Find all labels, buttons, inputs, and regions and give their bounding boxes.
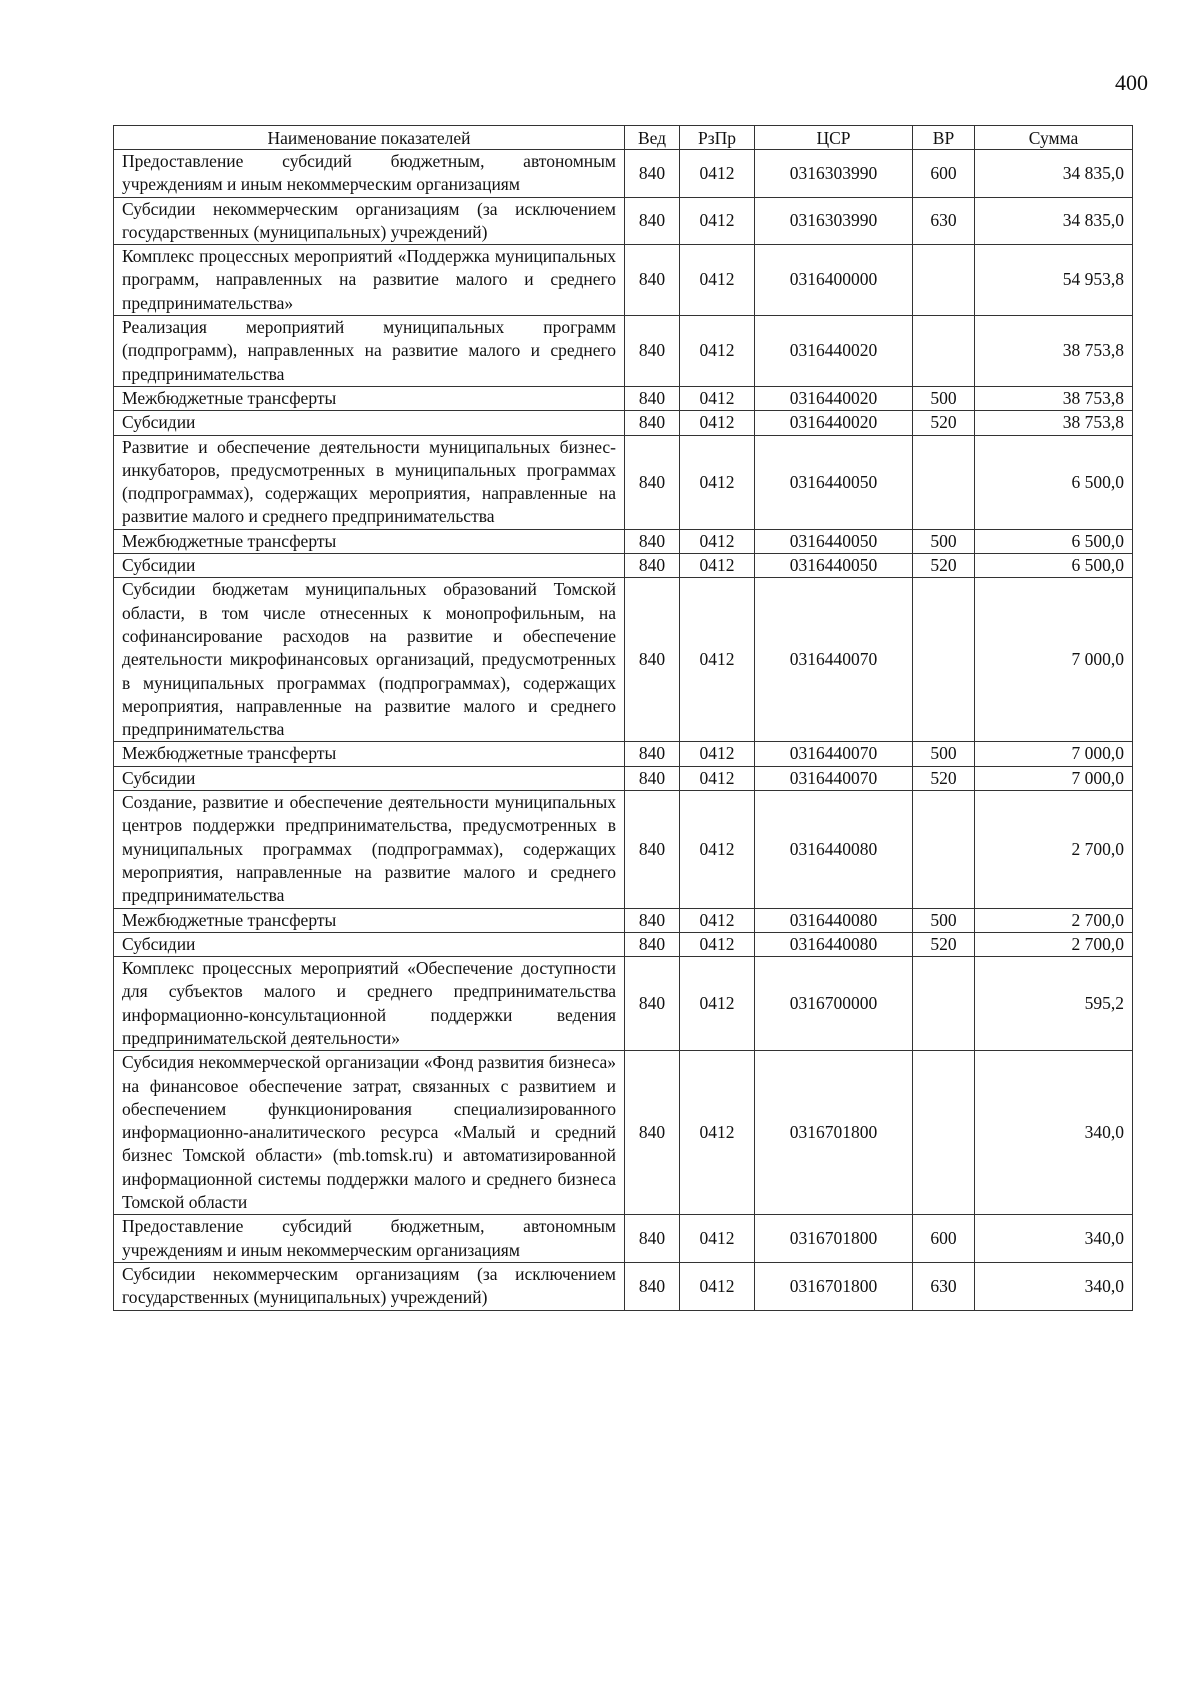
cell-vr xyxy=(913,791,975,908)
cell-rzpr: 0412 xyxy=(680,578,755,742)
header-vr: ВР xyxy=(913,126,975,150)
cell-csr: 0316440080 xyxy=(755,932,913,956)
cell-sum: 34 835,0 xyxy=(975,150,1133,198)
cell-csr: 0316440080 xyxy=(755,791,913,908)
cell-rzpr: 0412 xyxy=(680,1051,755,1215)
cell-name: Субсидии xyxy=(114,766,625,790)
cell-ved: 840 xyxy=(625,529,680,553)
cell-csr: 0316440050 xyxy=(755,554,913,578)
cell-ved: 840 xyxy=(625,766,680,790)
table-row xyxy=(114,742,1133,766)
cell-csr: 0316440080 xyxy=(755,908,913,932)
cell-ved: 840 xyxy=(625,908,680,932)
cell-vr xyxy=(913,578,975,742)
cell-sum: 340,0 xyxy=(975,1262,1133,1310)
cell-vr: 520 xyxy=(913,766,975,790)
table-row xyxy=(114,908,1133,932)
cell-vr: 500 xyxy=(913,908,975,932)
cell-rzpr: 0412 xyxy=(680,529,755,553)
cell-sum: 340,0 xyxy=(975,1051,1133,1215)
cell-vr: 500 xyxy=(913,386,975,410)
cell-rzpr: 0412 xyxy=(680,957,755,1051)
cell-vr: 520 xyxy=(913,932,975,956)
cell-vr xyxy=(913,245,975,316)
table-row xyxy=(114,316,1133,387)
cell-rzpr: 0412 xyxy=(680,411,755,435)
cell-name: Комплекс процессных мероприятий «Поддержка муниципальных программ, направленных на развитие малого и среднего предпринимательства» xyxy=(114,245,625,316)
cell-sum: 7 000,0 xyxy=(975,578,1133,742)
table-body xyxy=(114,150,1133,1311)
table-row xyxy=(114,150,1133,198)
cell-vr xyxy=(913,316,975,387)
cell-csr: 0316700000 xyxy=(755,957,913,1051)
table-row xyxy=(114,1262,1133,1310)
cell-rzpr: 0412 xyxy=(680,1262,755,1310)
cell-rzpr: 0412 xyxy=(680,316,755,387)
table-row xyxy=(114,245,1133,316)
cell-name: Субсидии бюджетам муниципальных образований Томской области, в том числе отнесенных к монопрофильным, на софинансирование расходов на развитие и обеспечение деятельности микрофинансовых организаций, предусмотренных в муниципальных программах (подпрограммах), содержащих мероприятия, направленные на развитие малого и среднего предпринимательства xyxy=(114,578,625,742)
cell-sum: 6 500,0 xyxy=(975,529,1133,553)
header-name: Наименование показателей xyxy=(114,126,625,150)
cell-name: Субсидия некоммерческой организации «Фонд развития бизнеса» на финансовое обеспечение затрат, связанных с развитием и обеспечением функционирования специализированного информационно-аналитического ресурса «Малый и средний бизнес Томской области» (mb.tomsk.ru) и автоматизированной информационной системы поддержки малого и среднего бизнеса Томской области xyxy=(114,1051,625,1215)
cell-rzpr: 0412 xyxy=(680,908,755,932)
cell-vr: 600 xyxy=(913,1215,975,1263)
cell-csr: 0316440070 xyxy=(755,578,913,742)
cell-csr: 0316440020 xyxy=(755,411,913,435)
cell-ved: 840 xyxy=(625,435,680,529)
cell-name: Межбюджетные трансферты xyxy=(114,908,625,932)
cell-name: Реализация мероприятий муниципальных программ (подпрограмм), направленных на развитие малого и среднего предпринимательства xyxy=(114,316,625,387)
cell-vr: 520 xyxy=(913,554,975,578)
cell-sum: 2 700,0 xyxy=(975,908,1133,932)
cell-rzpr: 0412 xyxy=(680,766,755,790)
cell-sum: 7 000,0 xyxy=(975,742,1133,766)
cell-csr: 0316440050 xyxy=(755,435,913,529)
table-row xyxy=(114,1215,1133,1263)
cell-sum: 2 700,0 xyxy=(975,791,1133,908)
cell-vr: 600 xyxy=(913,150,975,198)
cell-ved: 840 xyxy=(625,316,680,387)
cell-csr: 0316701800 xyxy=(755,1262,913,1310)
cell-name: Предоставление субсидий бюджетным, автономным учреждениям и иным некоммерческим организациям xyxy=(114,1215,625,1263)
table-row xyxy=(114,791,1133,908)
cell-ved: 840 xyxy=(625,578,680,742)
cell-ved: 840 xyxy=(625,1215,680,1263)
cell-sum: 2 700,0 xyxy=(975,932,1133,956)
cell-ved: 840 xyxy=(625,1051,680,1215)
cell-name: Межбюджетные трансферты xyxy=(114,742,625,766)
cell-sum: 595,2 xyxy=(975,957,1133,1051)
cell-rzpr: 0412 xyxy=(680,1215,755,1263)
cell-rzpr: 0412 xyxy=(680,791,755,908)
cell-vr xyxy=(913,435,975,529)
cell-sum: 38 753,8 xyxy=(975,386,1133,410)
cell-csr: 0316701800 xyxy=(755,1051,913,1215)
cell-ved: 840 xyxy=(625,197,680,245)
cell-vr: 630 xyxy=(913,1262,975,1310)
header-csr: ЦСР xyxy=(755,126,913,150)
cell-sum: 6 500,0 xyxy=(975,554,1133,578)
cell-ved: 840 xyxy=(625,245,680,316)
cell-sum: 34 835,0 xyxy=(975,197,1133,245)
cell-name: Субсидии xyxy=(114,411,625,435)
cell-csr: 0316400000 xyxy=(755,245,913,316)
cell-csr: 0316440020 xyxy=(755,386,913,410)
table-row xyxy=(114,766,1133,790)
table-row xyxy=(114,578,1133,742)
cell-rzpr: 0412 xyxy=(680,197,755,245)
table-row xyxy=(114,1051,1133,1215)
cell-ved: 840 xyxy=(625,411,680,435)
header-rzpr: РзПр xyxy=(680,126,755,150)
cell-rzpr: 0412 xyxy=(680,554,755,578)
header-sum: Сумма xyxy=(975,126,1133,150)
table-row xyxy=(114,197,1133,245)
cell-sum: 38 753,8 xyxy=(975,411,1133,435)
cell-ved: 840 xyxy=(625,386,680,410)
header-ved: Вед xyxy=(625,126,680,150)
cell-vr: 500 xyxy=(913,742,975,766)
cell-vr: 500 xyxy=(913,529,975,553)
cell-csr: 0316303990 xyxy=(755,150,913,198)
table-row xyxy=(114,529,1133,553)
cell-csr: 0316303990 xyxy=(755,197,913,245)
table-row xyxy=(114,411,1133,435)
cell-rzpr: 0412 xyxy=(680,742,755,766)
cell-name: Развитие и обеспечение деятельности муниципальных бизнес-инкубаторов, предусмотренных в муниципальных программах (подпрограммах), содержащих мероприятия, направленные на развитие малого и среднего предпринимательства xyxy=(114,435,625,529)
cell-rzpr: 0412 xyxy=(680,932,755,956)
cell-ved: 840 xyxy=(625,791,680,908)
cell-sum: 54 953,8 xyxy=(975,245,1133,316)
cell-name: Создание, развитие и обеспечение деятельности муниципальных центров поддержки предпринимательства, предусмотренных в муниципальных программах (подпрограммах), содержащих мероприятия, направленные на развитие малого и среднего предпринимательства xyxy=(114,791,625,908)
cell-name: Субсидии xyxy=(114,554,625,578)
cell-vr: 630 xyxy=(913,197,975,245)
cell-rzpr: 0412 xyxy=(680,245,755,316)
cell-vr: 520 xyxy=(913,411,975,435)
table-row xyxy=(114,932,1133,956)
cell-ved: 840 xyxy=(625,932,680,956)
cell-rzpr: 0412 xyxy=(680,386,755,410)
cell-ved: 840 xyxy=(625,554,680,578)
cell-vr xyxy=(913,957,975,1051)
cell-csr: 0316440050 xyxy=(755,529,913,553)
cell-name: Межбюджетные трансферты xyxy=(114,529,625,553)
cell-name: Субсидии некоммерческим организациям (за исключением государственных (муниципальных) учреждений) xyxy=(114,197,625,245)
table-header-row xyxy=(114,126,1133,150)
cell-ved: 840 xyxy=(625,1262,680,1310)
cell-sum: 7 000,0 xyxy=(975,766,1133,790)
cell-ved: 840 xyxy=(625,957,680,1051)
cell-sum: 6 500,0 xyxy=(975,435,1133,529)
cell-csr: 0316701800 xyxy=(755,1215,913,1263)
table-row xyxy=(114,554,1133,578)
cell-csr: 0316440070 xyxy=(755,766,913,790)
cell-vr xyxy=(913,1051,975,1215)
cell-name: Комплекс процессных мероприятий «Обеспечение доступности для субъектов малого и среднего предпринимательства информационно-консультационной поддержки ведения предпринимательской деятельности» xyxy=(114,957,625,1051)
cell-csr: 0316440070 xyxy=(755,742,913,766)
cell-ved: 840 xyxy=(625,742,680,766)
page-number: 400 xyxy=(1115,70,1148,95)
cell-name: Субсидии xyxy=(114,932,625,956)
cell-rzpr: 0412 xyxy=(680,435,755,529)
cell-sum: 340,0 xyxy=(975,1215,1133,1263)
cell-ved: 840 xyxy=(625,150,680,198)
table-row xyxy=(114,957,1133,1051)
cell-sum: 38 753,8 xyxy=(975,316,1133,387)
cell-name: Субсидии некоммерческим организациям (за исключением государственных (муниципальных) учреждений) xyxy=(114,1262,625,1310)
cell-rzpr: 0412 xyxy=(680,150,755,198)
cell-csr: 0316440020 xyxy=(755,316,913,387)
cell-name: Межбюджетные трансферты xyxy=(114,386,625,410)
table-row xyxy=(114,386,1133,410)
cell-name: Предоставление субсидий бюджетным, автономным учреждениям и иным некоммерческим организациям xyxy=(114,150,625,198)
table-row xyxy=(114,435,1133,529)
budget-table xyxy=(113,125,1133,1311)
